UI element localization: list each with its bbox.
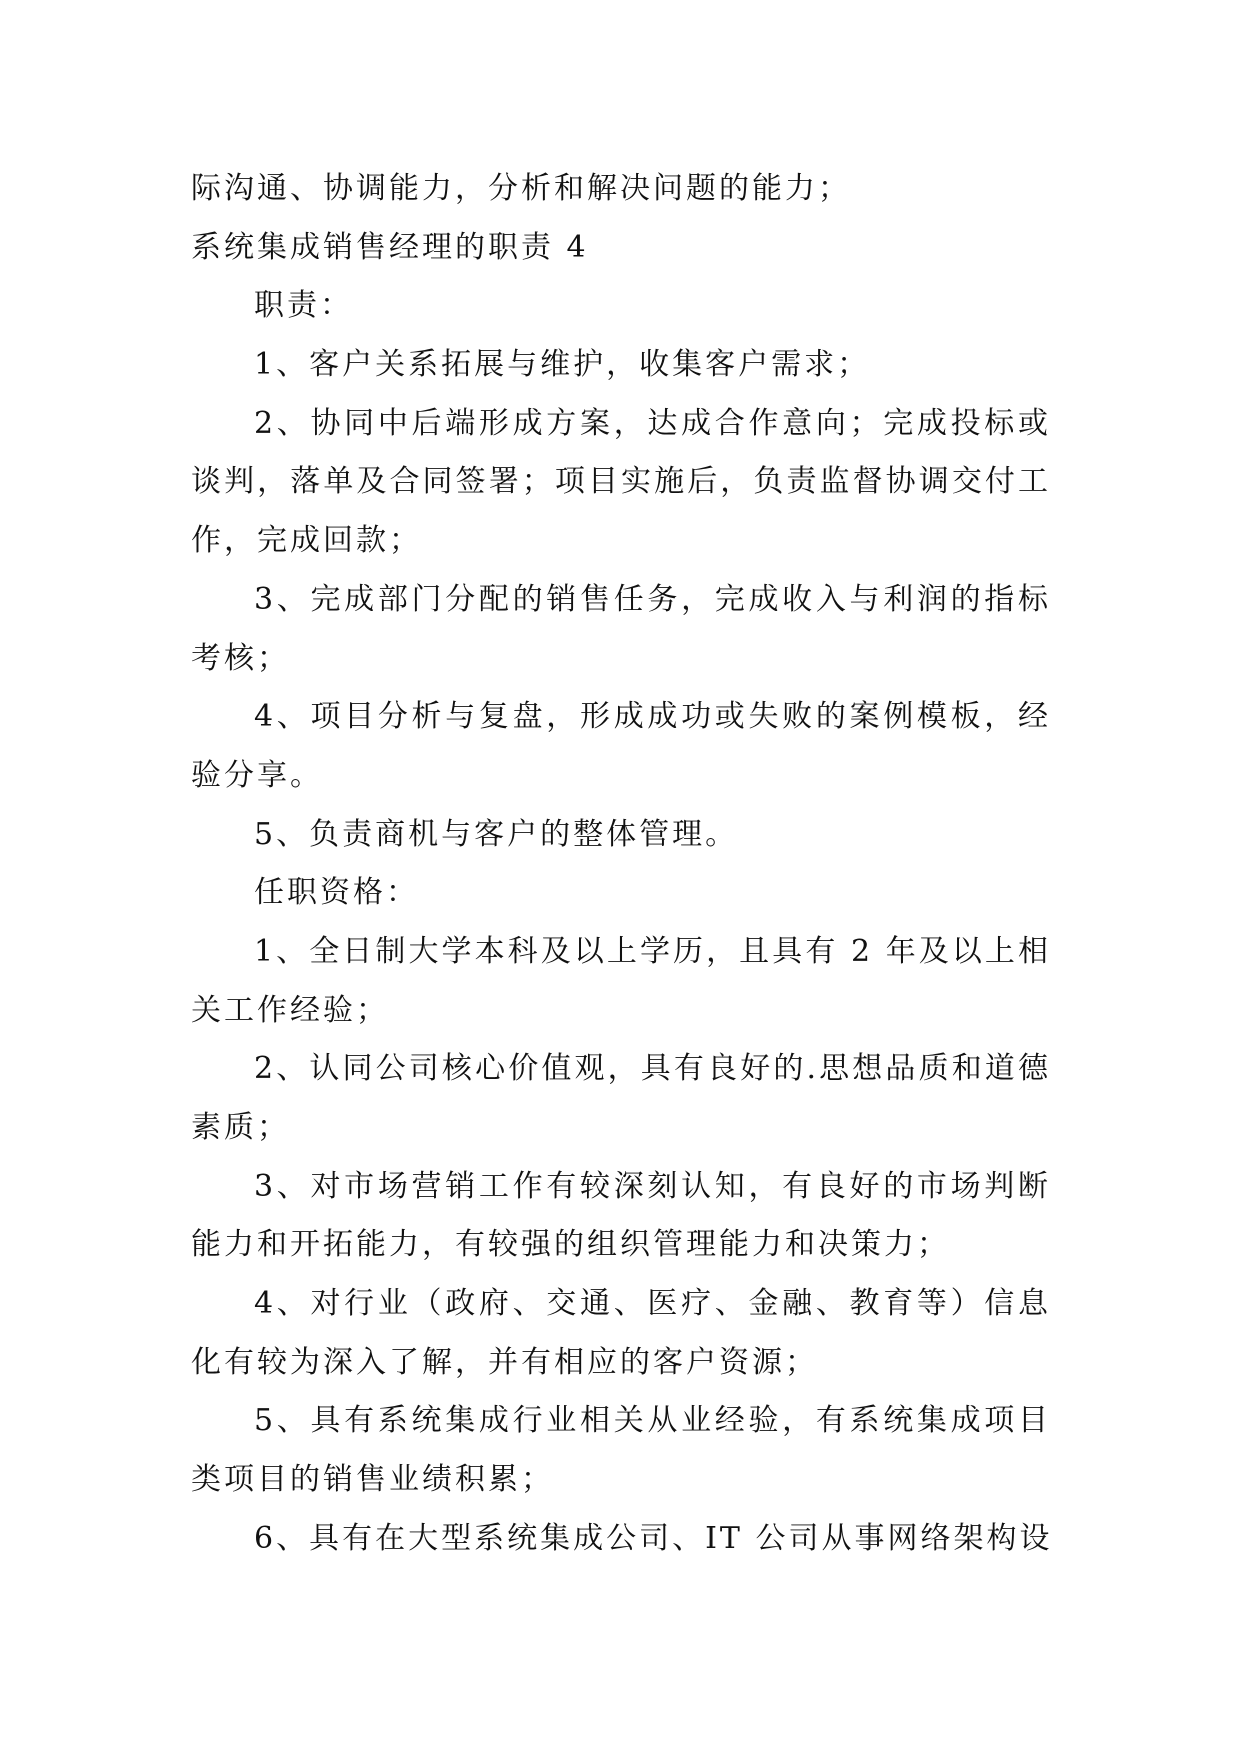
text-line: 际沟通、协调能力，分析和解决问题的能力； [191, 171, 851, 206]
subheading-duties: 职责： [254, 288, 353, 324]
section-heading: 系统集成销售经理的职责 4 [191, 229, 589, 265]
duty-item: 4、项目分析与复盘，形成成功或失败的案例模板，经 [254, 699, 1051, 735]
text-line: 能力和开拓能力，有较强的组织管理能力和决策力； [191, 1227, 950, 1263]
duty-item: 2、协同中后端形成方案，达成合作意向；完成投标或 [254, 405, 1051, 441]
text-line: 类项目的销售业绩积累； [191, 1462, 554, 1498]
text-line: 作，完成回款； [191, 523, 422, 559]
text-line: 关工作经验； [191, 992, 389, 1028]
document-body [191, 160, 1051, 1569]
text-line: 素质； [191, 1110, 290, 1145]
qualification-item: 2、认同公司核心价值观，具有良好的.思想品质和道德 [254, 1051, 1051, 1087]
qualification-item: 6、具有在大型系统集成公司、IT 公司从事网络架构设 [254, 1520, 1053, 1556]
qualification-item: 3、对市场营销工作有较深刻认知，有良好的市场判断 [254, 1168, 1051, 1204]
duty-item: 1、客户关系拓展与维护，收集客户需求； [254, 347, 871, 383]
text-line: 验分享。 [191, 757, 323, 793]
qualification-item: 1、全日制大学本科及以上学历，且具有 2 年及以上相 [254, 933, 1051, 969]
subheading-qualifications: 任职资格： [254, 875, 419, 911]
text-line: 考核； [191, 640, 290, 676]
qualification-item: 5、具有系统集成行业相关从业经验，有系统集成项目 [254, 1403, 1051, 1439]
duty-item: 3、完成部门分配的销售任务，完成收入与利润的指标 [254, 581, 1051, 617]
text-line: 谈判，落单及合同签署；项目实施后，负责监督协调交付工 [191, 464, 1051, 500]
duty-item: 5、负责商机与客户的整体管理。 [254, 816, 739, 852]
text-line: 化有较为深入了解，并有相应的客户资源； [191, 1344, 818, 1380]
qualification-item: 4、对行业（政府、交通、医疗、金融、教育等）信息 [254, 1286, 1051, 1322]
